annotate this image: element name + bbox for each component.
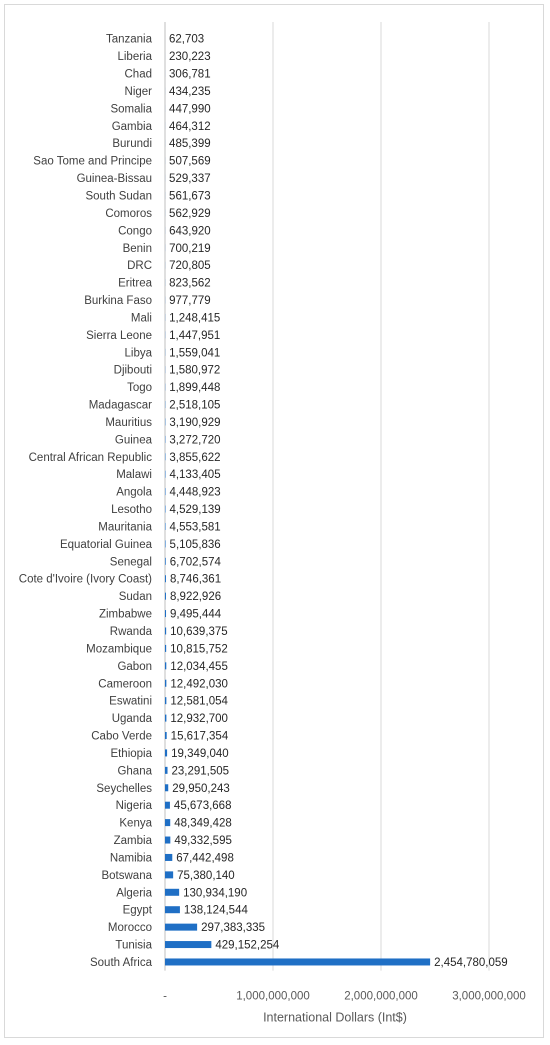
x-tick-label: - bbox=[163, 990, 167, 1003]
value-label: 3,272,720 bbox=[169, 434, 221, 447]
value-label: 2,454,780,059 bbox=[434, 956, 508, 969]
category-label: Cote d'Ivoire (Ivory Coast) bbox=[18, 573, 152, 586]
value-label: 45,673,668 bbox=[173, 800, 232, 813]
category-label: Libya bbox=[124, 347, 152, 360]
category-label: Seychelles bbox=[96, 782, 152, 795]
value-label: 1,899,448 bbox=[169, 382, 221, 395]
value-label: 529,337 bbox=[169, 173, 211, 186]
category-label: Ethiopia bbox=[110, 747, 152, 760]
category-label: Rwanda bbox=[109, 625, 152, 638]
value-label: 4,133,405 bbox=[169, 469, 221, 482]
category-label: Sao Tome and Principe bbox=[33, 155, 152, 168]
bar bbox=[165, 540, 166, 547]
category-label: South Africa bbox=[89, 956, 152, 969]
value-label: 1,447,951 bbox=[169, 329, 221, 342]
category-label: Angola bbox=[116, 486, 152, 499]
bar bbox=[165, 662, 166, 669]
bar bbox=[165, 958, 430, 965]
category-label: Djibouti bbox=[113, 364, 152, 377]
category-label: Lesotho bbox=[111, 504, 152, 517]
category-label: Egypt bbox=[122, 904, 152, 917]
category-label: Gambia bbox=[111, 120, 152, 133]
bar bbox=[165, 906, 180, 913]
value-label: 429,152,254 bbox=[215, 939, 280, 952]
bar bbox=[165, 767, 168, 774]
category-label: Tanzania bbox=[105, 33, 152, 46]
bar bbox=[165, 593, 166, 600]
x-tick-label: 2,000,000,000 bbox=[344, 990, 418, 1003]
value-label: 4,448,923 bbox=[169, 486, 221, 499]
category-label: Mozambique bbox=[86, 643, 152, 656]
bar bbox=[165, 575, 166, 582]
value-label: 4,553,581 bbox=[169, 521, 221, 534]
value-label: 29,950,243 bbox=[172, 782, 230, 795]
category-label: Guinea bbox=[114, 434, 152, 447]
bar bbox=[165, 610, 166, 617]
category-label: Namibia bbox=[109, 852, 152, 865]
category-label: Algeria bbox=[116, 887, 152, 900]
value-label: 10,639,375 bbox=[170, 625, 228, 638]
category-label: Madagascar bbox=[88, 399, 152, 412]
x-tick-labels bbox=[163, 991, 526, 1003]
value-label: 1,248,415 bbox=[169, 312, 221, 325]
category-label: Eswatini bbox=[109, 695, 152, 708]
bar bbox=[165, 837, 170, 844]
category-labels bbox=[19, 34, 153, 969]
bar bbox=[165, 802, 170, 809]
value-label: 434,235 bbox=[169, 85, 211, 98]
x-axis-title: International Dollars (Int$) bbox=[263, 1010, 407, 1025]
bar bbox=[165, 680, 166, 687]
value-label: 464,312 bbox=[169, 120, 211, 133]
category-label: Sudan bbox=[118, 591, 152, 604]
value-label: 12,581,054 bbox=[170, 695, 228, 708]
category-label: South Sudan bbox=[85, 190, 152, 203]
category-label: Eritrea bbox=[118, 277, 152, 290]
value-label: 1,559,041 bbox=[169, 347, 221, 360]
value-labels bbox=[169, 34, 508, 969]
category-label: Mauritius bbox=[105, 416, 152, 429]
category-label: Burkina Faso bbox=[84, 295, 152, 308]
bar bbox=[165, 871, 173, 878]
category-label: Malawi bbox=[116, 469, 152, 482]
category-label: Congo bbox=[118, 225, 152, 238]
category-label: Liberia bbox=[117, 51, 152, 64]
bar bbox=[165, 819, 170, 826]
value-label: 62,703 bbox=[169, 33, 205, 46]
category-label: Zambia bbox=[113, 835, 152, 848]
value-label: 15,617,354 bbox=[170, 730, 229, 743]
category-label: Chad bbox=[124, 68, 152, 81]
value-label: 3,190,929 bbox=[169, 416, 221, 429]
value-label: 130,934,190 bbox=[183, 887, 248, 900]
value-label: 562,929 bbox=[169, 207, 211, 220]
category-label: Kenya bbox=[119, 817, 152, 830]
category-label: Burundi bbox=[112, 138, 152, 151]
bar bbox=[165, 941, 211, 948]
bar bbox=[165, 889, 179, 896]
value-label: 138,124,544 bbox=[183, 904, 248, 917]
value-label: 823,562 bbox=[169, 277, 211, 290]
bar bbox=[165, 854, 172, 861]
bar bbox=[165, 645, 166, 652]
value-label: 306,781 bbox=[169, 68, 211, 81]
category-label: Uganda bbox=[111, 713, 152, 726]
value-label: 720,805 bbox=[169, 260, 211, 273]
value-label: 75,380,140 bbox=[177, 869, 235, 882]
value-label: 447,990 bbox=[169, 103, 211, 116]
value-label: 561,673 bbox=[169, 190, 211, 203]
value-label: 977,779 bbox=[169, 295, 211, 308]
category-label: Cameroon bbox=[98, 678, 152, 691]
value-label: 19,349,040 bbox=[171, 747, 229, 760]
category-label: Niger bbox=[124, 85, 152, 98]
category-label: Guinea-Bissau bbox=[76, 173, 152, 186]
bar bbox=[165, 784, 168, 791]
category-label: Somalia bbox=[110, 103, 152, 116]
category-label: Cabo Verde bbox=[91, 730, 152, 743]
bar-chart bbox=[5, 5, 545, 1039]
category-label: Mali bbox=[130, 312, 152, 325]
value-label: 6,702,574 bbox=[169, 556, 221, 569]
category-label: Nigeria bbox=[115, 800, 152, 813]
value-label: 4,529,139 bbox=[169, 504, 221, 517]
value-label: 48,349,428 bbox=[174, 817, 232, 830]
bar bbox=[165, 697, 166, 704]
value-label: 507,569 bbox=[169, 155, 211, 168]
category-label: Senegal bbox=[109, 556, 152, 569]
x-tick-label: 1,000,000,000 bbox=[236, 990, 310, 1003]
value-label: 643,920 bbox=[169, 225, 211, 238]
category-label: Equatorial Guinea bbox=[59, 538, 152, 551]
value-label: 230,223 bbox=[169, 51, 211, 64]
category-label: Comoros bbox=[105, 207, 152, 220]
value-label: 67,442,498 bbox=[176, 852, 234, 865]
category-label: Ghana bbox=[117, 765, 152, 778]
category-label: Sierra Leone bbox=[86, 329, 152, 342]
category-label: DRC bbox=[127, 260, 152, 273]
chart-frame bbox=[4, 4, 544, 1038]
value-label: 2,518,105 bbox=[169, 399, 221, 412]
bar bbox=[165, 627, 166, 634]
value-label: 12,932,700 bbox=[170, 713, 228, 726]
category-label: Togo bbox=[127, 382, 152, 395]
value-label: 5,105,836 bbox=[169, 538, 221, 551]
x-tick-label: 3,000,000,000 bbox=[452, 990, 526, 1003]
category-label: Morocco bbox=[107, 922, 152, 935]
category-label: Gabon bbox=[117, 660, 152, 673]
value-label: 10,815,752 bbox=[170, 643, 228, 656]
bar bbox=[165, 749, 167, 756]
value-label: 1,580,972 bbox=[169, 364, 221, 377]
category-label: Benin bbox=[122, 242, 152, 255]
category-label: Central African Republic bbox=[28, 451, 152, 464]
value-label: 485,399 bbox=[169, 138, 211, 151]
category-label: Botswana bbox=[101, 869, 152, 882]
bar bbox=[165, 924, 197, 931]
category-label: Mauritania bbox=[98, 521, 152, 534]
value-label: 8,746,361 bbox=[169, 573, 222, 586]
value-label: 12,034,455 bbox=[170, 660, 228, 673]
bar bbox=[165, 558, 166, 565]
value-label: 700,219 bbox=[169, 242, 211, 255]
value-label: 297,383,335 bbox=[201, 922, 266, 935]
value-label: 8,922,926 bbox=[169, 591, 222, 604]
category-label: Zimbabwe bbox=[98, 608, 152, 621]
value-label: 3,855,622 bbox=[169, 451, 221, 464]
bar bbox=[165, 732, 167, 739]
value-label: 49,332,595 bbox=[174, 835, 232, 848]
category-label: Tunisia bbox=[115, 939, 152, 952]
value-label: 9,495,444 bbox=[170, 608, 222, 621]
value-label: 12,492,030 bbox=[170, 678, 228, 691]
value-label: 23,291,505 bbox=[171, 765, 230, 778]
bar bbox=[165, 715, 166, 722]
